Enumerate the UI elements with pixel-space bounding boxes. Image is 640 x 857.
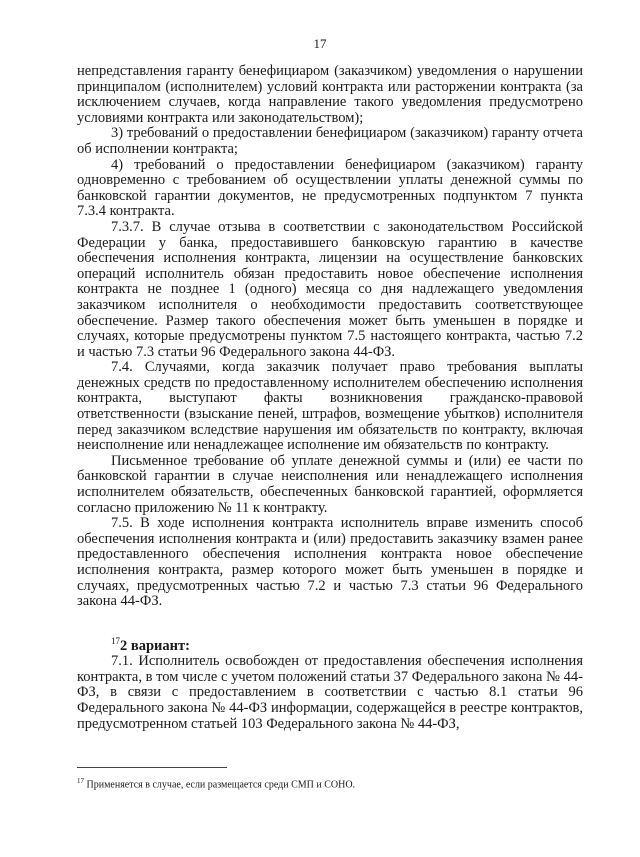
paragraph: 7.3.7. В случае отзыва в соответствии с законодательством Российской Федерации у банка, предоставившего банковскую гарантию в качестве обеспечения исполнения контракта, лицензии на осуществление банковских операций исполнитель обязан предоставить новое обеспечение исполнения контракта не позднее 1 (одного) месяца со дня надлежащего уведомления заказчиком исполнителя о необходимости предоставить соответствующее обеспечение. Размер такого обеспечения может быть уменьшен в порядке и случаях, которые предусмотрены пунктом 7.5 настоящего контракта, частью 7.2 и частью 7.3 статьи 96 Федерального закона 44-ФЗ. [77, 218, 583, 360]
footnote-text: Применяется в случае, если размещается среди СМП и СОНО. [86, 779, 356, 791]
footnote-reference[interactable]: 17 [111, 635, 120, 646]
paragraph: 3) требований о предоставлении бенефициаром (заказчиком) гаранту отчета об исполнении контракта; [77, 125, 583, 157]
footnote-number: 17 [77, 777, 84, 785]
page-number: 17 [313, 36, 327, 51]
section-heading-text: 2 вариант: [120, 637, 190, 654]
paragraph: 4) требований о предоставлении бенефициаром (заказчиком) гаранту одновременно с требованием об осуществлении уплаты денежной суммы по банковской гарантии документов, не предусмотренных подпунктом 7 пункта 7.3.4 контракта. [77, 156, 583, 220]
paragraph: 7.5. В ходе исполнения контракта исполнитель вправе изменить способ обеспечения исполнения контракта и (или) предоставить заказчику взамен ранее предоставленного обеспечения исполнения контракта новое обеспечение исполнения контракта, размер которого может быть уменьшен в порядке и случаях, предусмотренных частью 7.2 и частью 7.3 статьи 96 Федерального закона 44-ФЗ. [77, 515, 583, 610]
footnote [77, 775, 583, 791]
paragraph: 7.4. Случаями, когда заказчик получает право требования выплаты денежных средств по предоставленному исполнителем обеспечению исполнения контракта, выступают факты возникновения гражданско-правовой ответственности (взыскание пеней, штрафов, возмещение убытков) исполнителя перед заказчиком вследствие нарушения им обязательств по контракту, включая неисполнение или ненадлежащее исполнение им обязательств по контракту. [77, 359, 583, 454]
section-heading [111, 634, 583, 654]
document-body [77, 64, 583, 732]
paragraph: Письменное требование об уплате денежной суммы и (или) ее части по банковской гарантии в случае неисполнения или ненадлежащего исполнения исполнителем обязательств, обеспеченных банковской гарантией, оформляется согласно приложению № 11 к контракту. [77, 452, 583, 516]
paragraph: непредставления гаранту бенефициаром (заказчиком) уведомления о нарушении принципалом (исполнителем) условий контракта или расторжении контракта (за исключением случаев, когда направление такого уведомления предусмотрено условиями контракта или законодательством); [77, 63, 583, 126]
footnote-divider [77, 767, 227, 768]
paragraph: 7.1. Исполнитель освобожден от предоставления обеспечения исполнения контракта, в том числе с учетом положений статьи 37 Федерального закона № 44-ФЗ, в связи с предоставлением в соответствии с частью 8.1 статьи 96 Федерального закона № 44-ФЗ информации, содержащейся в реестре контрактов, предусмотренном статьей 103 Федерального закона № 44-ФЗ, [77, 653, 583, 732]
